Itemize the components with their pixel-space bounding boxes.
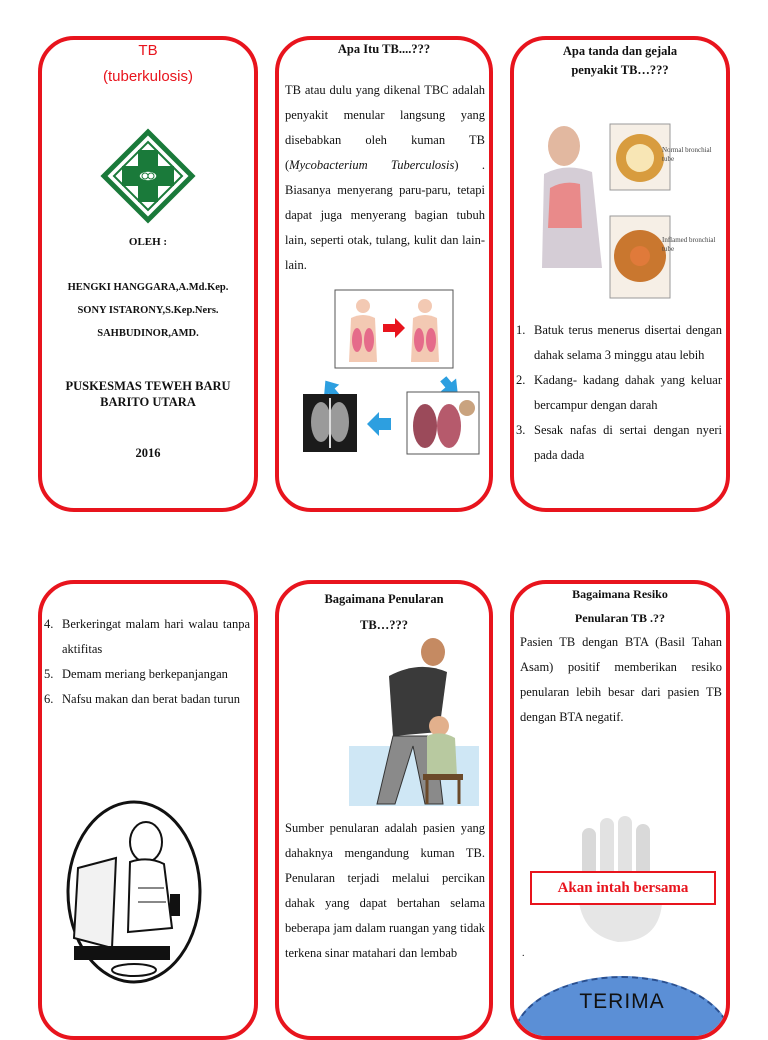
symptom-item: 5. Demam meriang berkepanjangan (44, 667, 228, 681)
risk-panel (510, 580, 730, 1040)
sick-person-bed-illustration (64, 798, 204, 984)
symptoms-list-2 (44, 612, 250, 712)
what-is-tb-paragraph (285, 78, 485, 278)
label-inflamed-tube: Inflamed bronchial tube (662, 236, 716, 253)
transmission-panel (275, 580, 493, 1040)
risk-heading-line-2: Penularan TB .?? (574, 611, 666, 625)
author-1: HENGKI HANGGARA,A.Md.Kep. (67, 282, 229, 293)
transmission-heading-line-2: TB…??? (360, 618, 408, 632)
tb-rest-text: ) . Biasanya menyerang paru-paru, tetapi dapat juga menyerang bagian tubuh lain, seperti otak, tulang, kulit dan lain- lain. (285, 158, 485, 272)
bed-icon (74, 946, 170, 960)
organization (42, 378, 254, 410)
symptom-item: 6. Nafsu makan dan berat badan turun (44, 692, 241, 706)
patient-head-icon (130, 822, 162, 862)
risk-heading-line-1: Bagaimana Resiko (572, 587, 668, 601)
cover-panel (38, 36, 258, 512)
risk-heading (514, 582, 726, 630)
symptoms-continued-panel (38, 580, 258, 1040)
blanket-icon (74, 858, 116, 948)
puskesmas-logo-icon (100, 128, 196, 224)
coughing-man-child-illustration (329, 636, 479, 812)
transmission-heading (279, 586, 489, 638)
symptoms-heading-line-1: Apa tanda dan gejala (562, 44, 678, 58)
author-2: SONY ISTARONY,S.Kep.Ners. (77, 305, 219, 316)
diseased-lungs-icon (413, 404, 437, 448)
year: 2016 (135, 446, 161, 460)
author-3: SAHBUDINOR,AMD. (97, 328, 199, 339)
symptoms-list-1 (516, 318, 722, 468)
man-head-icon (421, 638, 445, 666)
symptom-item: 3. Sesak nafas di sertai dengan nyeri pada dada (516, 423, 722, 462)
org-line-1: PUSKESMAS TEWEH BARU (65, 379, 231, 393)
banner-label: Akan intah bersama (530, 871, 716, 905)
org-line-2: BARITO UTARA (100, 395, 196, 409)
tb-latin-name: Mycobacterium Tuberculosis (289, 158, 455, 172)
oleh-label: OLEH : (128, 236, 168, 248)
author-list (42, 276, 254, 345)
cover-title-tb: TB (138, 42, 158, 59)
cover-title (42, 38, 254, 90)
tb-spread-diagram (301, 288, 481, 456)
symptoms-heading-line-2: penyakit TB…??? (571, 63, 669, 77)
what-is-tb-heading: Apa Itu TB....??? (337, 42, 431, 56)
what-is-tb-panel (275, 36, 493, 512)
transmission-heading-line-1: Bagaimana Penularan (324, 592, 444, 606)
terima-text: TERIMA (579, 990, 665, 1013)
symptoms-heading (514, 42, 726, 80)
label-normal-tube: Normal bronchial tube (662, 146, 712, 163)
risk-paragraph: Pasien TB dengan BTA (Basil Tahan Asam) positif memberikan resiko penularan lebih besar dari pasien TB dengan BTA negatif. (520, 635, 722, 724)
symptoms-panel (510, 36, 730, 512)
child-head-icon (429, 716, 449, 736)
arrow-left-icon (367, 412, 391, 436)
cover-title-full: (tuberkulosis) (102, 68, 194, 85)
symptom-item: 1. Batuk terus menerus disertai dengan dahak selama 3 minggu atau lebih (516, 323, 722, 362)
transmission-paragraph: Sumber penularan adalah pasien yang dahaknya mengandung kuman TB. Penularan terjadi melalui percikan dahak yang dapat bertahan selama beberapa jam dalam ruangan yang tidak terkena sinar matahari dan lembab (285, 821, 485, 960)
symptom-item: 2. Kadang- kadang dahak yang keluar bercampur dengan darah (516, 373, 722, 412)
symptom-item: 4. Berkeringat malam hari walau tanpa aktifitas (44, 617, 250, 656)
stray-dot: . (522, 948, 525, 959)
terima-oval (512, 976, 730, 1040)
tb-intro-text: TB atau dulu yang dikenal TBC adalah penyakit menular langsung yang disebabkan oleh kuman TB ( (285, 83, 485, 172)
man-head-icon (548, 126, 580, 166)
